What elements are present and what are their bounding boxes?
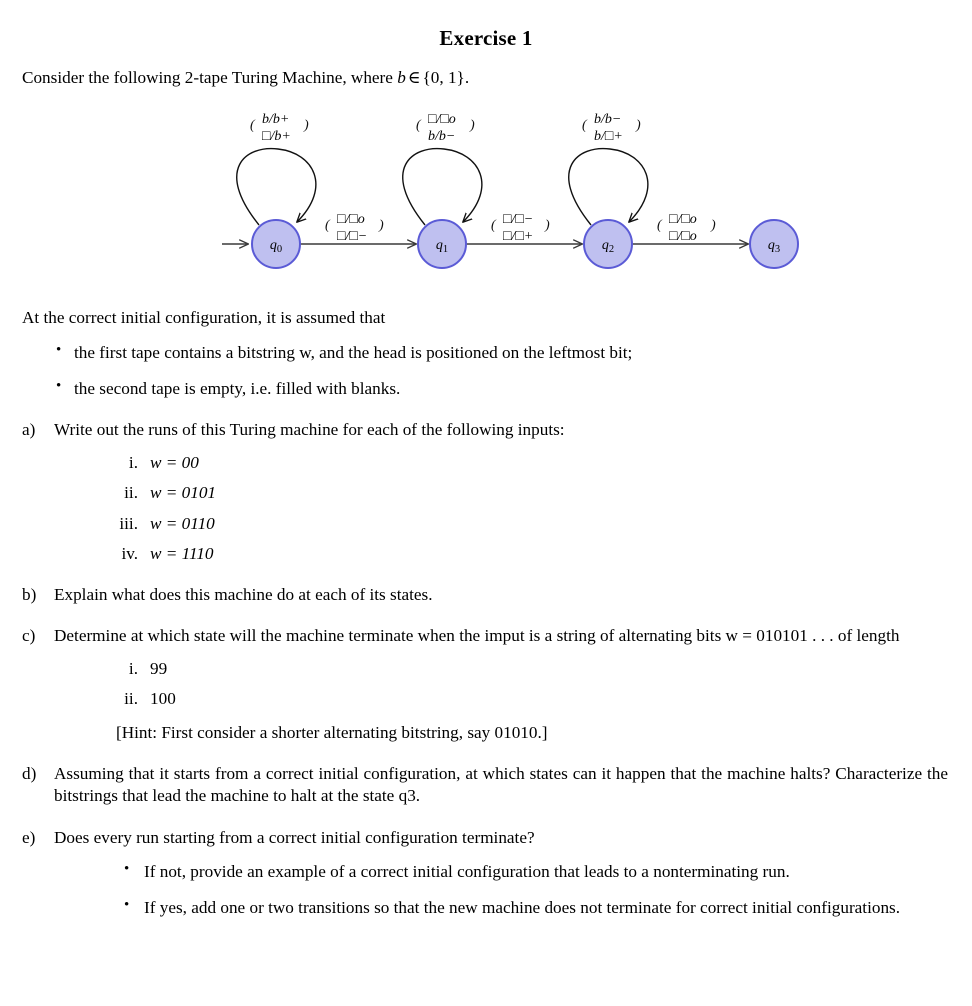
page-title: Exercise 1 <box>439 26 533 50</box>
self-loop-q1-label-top: □/□o <box>428 112 456 128</box>
self-loop-q1 <box>403 149 482 225</box>
self-loop-label-q1 <box>416 112 475 144</box>
self-loop-q0-label-top: b/b+ <box>262 112 290 128</box>
section-c-text: Determine at which state will the machine terminate when the imput is a string of alternating bits w = 010101 . . . of length <box>54 626 900 646</box>
assumption-bullet-list <box>0 342 972 401</box>
state-label-q2: $q_2$ <box>601 238 615 256</box>
state-node-q0[interactable] <box>252 220 300 268</box>
subitem-numeral: ii. <box>124 689 138 709</box>
intro-suffix: . <box>464 68 470 87</box>
svg-text:): ) <box>470 118 475 134</box>
transition-q2-q3-label-top: □/□o <box>669 212 697 228</box>
turing-machine-automaton-svg <box>0 101 972 291</box>
subitem-text: 100 <box>150 689 176 709</box>
state-node-q2[interactable] <box>584 220 632 268</box>
section-a-marker: a) <box>22 420 36 440</box>
state-label-q1: $q_1$ <box>435 238 449 256</box>
svg-text:(: ( <box>582 118 587 134</box>
subitem-numeral: ii. <box>124 483 138 503</box>
subitem-text: w = 00 <box>150 452 199 472</box>
transition-q1-q2-label-top: □/□− <box>503 212 534 228</box>
subitem-numeral: iii. <box>119 513 138 533</box>
svg-text:(: ( <box>491 218 496 234</box>
section-d-text: Assuming that it starts from a correct initial configuration, at which states can it happen that the machine halts? Characterize the bitstrings that lead the machine to halt at the state q3. <box>54 763 948 806</box>
list-item <box>54 452 948 474</box>
section-d <box>0 763 972 808</box>
section-c-marker: c) <box>22 626 36 646</box>
svg-text:): ) <box>711 218 716 234</box>
section-e-marker: e) <box>22 827 36 847</box>
svg-text:): ) <box>304 118 309 134</box>
transition-q1-q2-label-bottom: □/□+ <box>503 229 534 245</box>
section-c <box>0 625 972 744</box>
section-a-subitem-list <box>54 452 948 565</box>
state-node-q1[interactable] <box>418 220 466 268</box>
state-label-q0: $q_0$ <box>269 238 283 256</box>
intro-variable-b: b <box>397 68 406 87</box>
svg-text:(: ( <box>325 218 330 234</box>
transition-q0-q1-label-top: □/□o <box>337 212 365 228</box>
subitem-text: w = 0101 <box>150 483 217 503</box>
section-a-text: Write out the runs of this Turing machine for each of the following inputs: <box>54 420 565 440</box>
transition-q0-q1-label-bottom: □/□− <box>337 229 368 245</box>
subitem-text: 99 <box>150 658 168 678</box>
section-b-marker: b) <box>22 584 37 604</box>
intro-paragraph <box>0 67 972 89</box>
section-e-bullet-list <box>54 861 948 920</box>
svg-text:): ) <box>379 218 384 234</box>
subitem-text: w = 0110 <box>150 513 215 533</box>
subitem-text: w = 1110 <box>150 544 214 564</box>
svg-text:(: ( <box>250 118 255 134</box>
list-item: • If yes, add one or two transitions so that the new machine does not terminate for correct initial configurations. <box>54 897 948 919</box>
intro-member-symbol: ∈ <box>407 68 421 87</box>
self-loop-label-q0 <box>250 112 309 144</box>
list-item: • If not, provide an example of a correct initial configuration that leads to a nonterminating run. <box>54 861 948 883</box>
section-b <box>0 584 972 606</box>
list-item <box>54 482 948 504</box>
section-c-subitem-list <box>54 658 948 710</box>
self-loop-q2 <box>569 149 648 225</box>
section-d-marker: d) <box>22 763 37 783</box>
section-b-text: Explain what does this machine do at each of its states. <box>54 584 433 604</box>
self-loop-q2-label-bottom: b/□+ <box>594 129 623 145</box>
self-loop-q0-label-bottom: □/b+ <box>262 129 291 145</box>
transition-label-q0-q1 <box>325 212 384 244</box>
section-c-hint: [Hint: First consider a shorter alternating bitstring, say 01010.] <box>116 722 548 742</box>
transition-label-q2-q3 <box>657 212 716 244</box>
self-loop-label-q2 <box>582 112 641 144</box>
subitem-numeral: i. <box>128 452 138 472</box>
transition-q2-q3-label-bottom: □/□o <box>669 229 697 245</box>
svg-text:(: ( <box>416 118 421 134</box>
svg-text:(: ( <box>657 218 662 234</box>
section-a <box>0 419 972 564</box>
assumption-lead: At the correct initial configuration, it is assumed that <box>22 308 386 328</box>
self-loop-q1-label-bottom: b/b− <box>428 129 456 145</box>
transition-label-q1-q2 <box>491 212 550 244</box>
list-item: • the first tape contains a bitstring w, and the head is positioned on the leftmost bit; <box>0 342 972 364</box>
svg-text:): ) <box>545 218 550 234</box>
state-label-q3: $q_3$ <box>767 238 781 256</box>
list-item <box>54 658 948 680</box>
self-loop-q2-label-top: b/b− <box>594 112 622 128</box>
exercise-document-page <box>0 26 972 1006</box>
section-e <box>0 827 972 920</box>
svg-text:): ) <box>636 118 641 134</box>
self-loop-q0 <box>237 149 316 225</box>
state-diagram-container <box>0 101 972 291</box>
list-item <box>54 688 948 710</box>
list-item <box>54 543 948 565</box>
list-item: • the second tape is empty, i.e. filled with blanks. <box>0 378 972 400</box>
section-e-text: Does every run starting from a correct initial configuration terminate? <box>54 827 535 847</box>
intro-prefix: Consider the following 2-tape Turing Machine, where <box>22 68 398 87</box>
list-item <box>54 513 948 535</box>
subitem-numeral: i. <box>128 658 138 678</box>
subitem-numeral: iv. <box>121 544 138 564</box>
intro-set: {0, 1} <box>422 68 465 87</box>
state-node-q3[interactable] <box>750 220 798 268</box>
